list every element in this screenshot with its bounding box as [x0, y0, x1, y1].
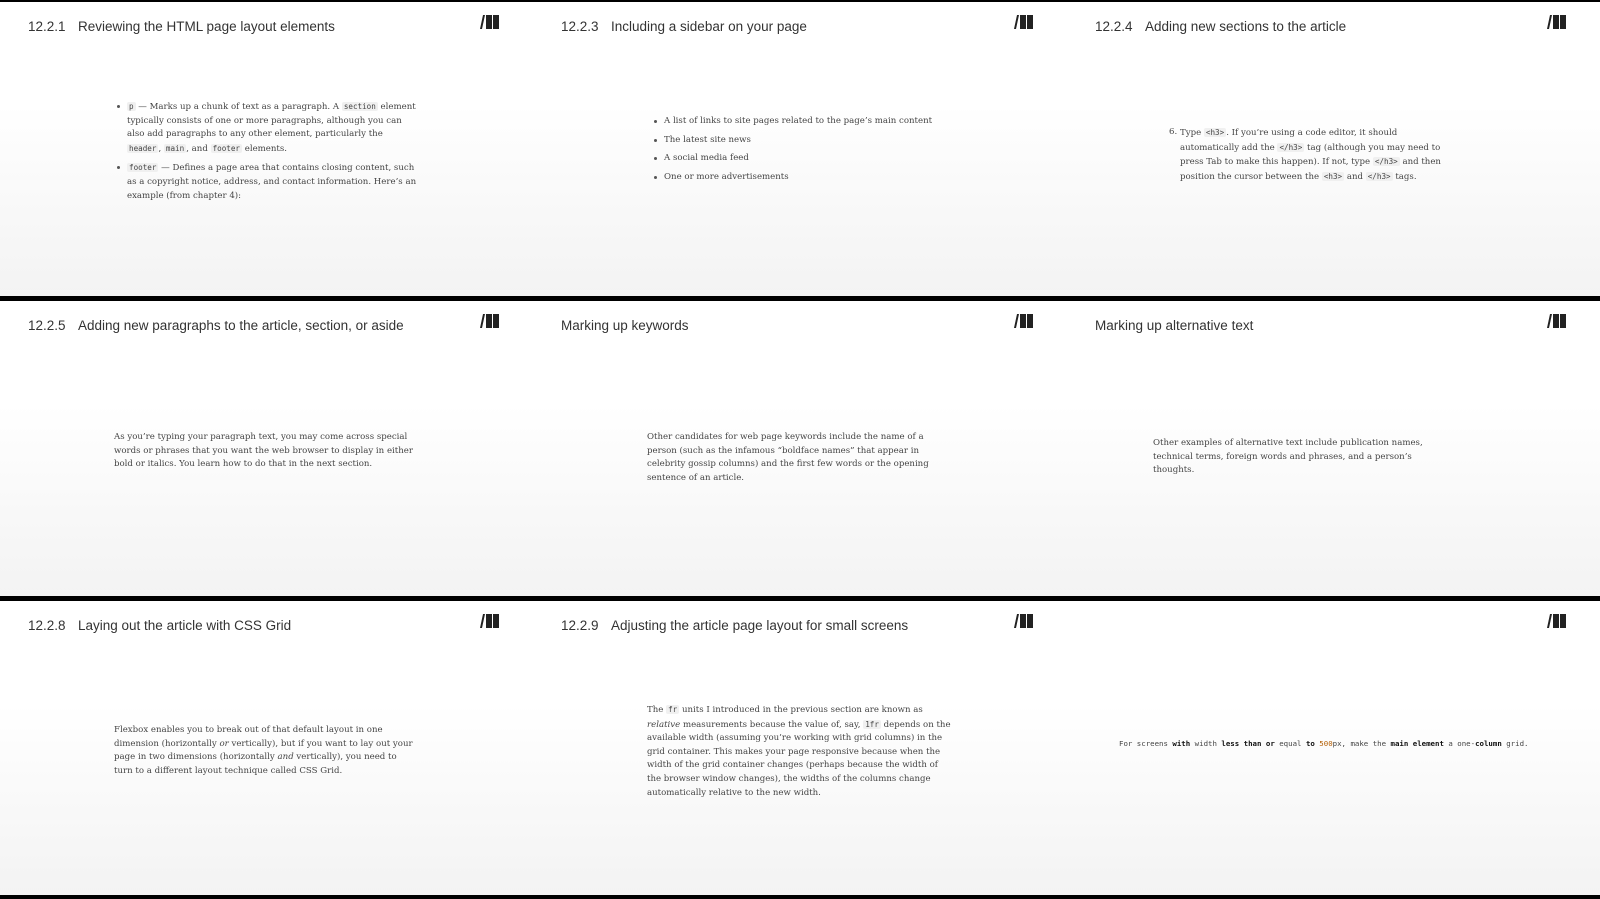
- inline-code: section: [343, 102, 376, 111]
- card-header: [561, 315, 1039, 335]
- section-number: 12.2.3: [561, 18, 599, 34]
- card-title: Marking up keywords: [561, 317, 689, 333]
- inline-code: </h3>: [1374, 157, 1398, 167]
- paragraph: The fr units I introduced in the previous section are known as relative measurements because the value of, say, 1fr depends on the available width (assuming you’re working with grid columns) in the grid container. This makes your page responsive because when the width of the grid container changes (perhaps because the width of the browser window changes), the widths of the columns change automatically relative to the new width.: [647, 705, 951, 798]
- list-item: One or more advertisements: [654, 171, 954, 185]
- book-icon[interactable]: [1012, 613, 1034, 629]
- inline-code: 1fr: [865, 719, 879, 729]
- inline-code: footer: [212, 143, 240, 153]
- card-header: [561, 615, 1039, 635]
- list-item: p — Marks up a chunk of text as a paragraph. A section element typically consists of one or more paragraphs, although you can also add paragraphs to any other element, particularly the header , main , and footer elements.: [117, 100, 417, 156]
- section-number: 12.2.8: [28, 617, 66, 633]
- card-content: [654, 115, 954, 189]
- card-pseudocode[interactable]: [1067, 601, 1600, 895]
- paragraph: As you’re typing your paragraph text, you may come across special words or phrases that you want the web browser to display in either bold or italics. You learn how to do that in the next section.: [114, 432, 413, 470]
- card-content: [114, 724, 414, 778]
- card-title: Reviewing the HTML page layout elements: [78, 18, 335, 34]
- card-marking-up-keywords[interactable]: [533, 301, 1067, 596]
- book-icon[interactable]: [478, 613, 500, 629]
- book-icon[interactable]: [1545, 313, 1567, 329]
- card-reviewing-layout-elements[interactable]: [0, 2, 533, 296]
- inline-code: </h3>: [1279, 142, 1303, 152]
- book-icon[interactable]: [478, 313, 500, 329]
- list-item: A list of links to site pages related to the page’s main content: [654, 115, 954, 129]
- section-number: 12.2.9: [561, 617, 599, 633]
- list-item: 6. Type <h3> . If you’re using a code editor, it should automatically add the </h3> tag (although you may need to press Tab to make this happen). If not, type </h3> and then position the cursor between the <h3> and </h3> tags.: [1169, 127, 1441, 182]
- card-title: Laying out the article with CSS Grid: [78, 617, 292, 633]
- section-number: 12.2.5: [28, 317, 66, 333]
- card-title: Including a sidebar on your page: [611, 18, 807, 34]
- inline-code: <h3>: [1205, 128, 1225, 137]
- book-icon[interactable]: [478, 14, 500, 30]
- card-header: [561, 16, 1039, 36]
- card-title: Adding new sections to the article: [1145, 18, 1347, 34]
- book-icon[interactable]: [1545, 613, 1567, 629]
- card-content: [1153, 437, 1453, 478]
- card-title: Marking up alternative text: [1095, 317, 1254, 333]
- card-content: [647, 431, 947, 485]
- section-number: 12.2.4: [1095, 18, 1133, 34]
- inline-code: <h3>: [1323, 171, 1343, 181]
- list-item: The latest site news: [654, 134, 954, 148]
- card-marking-up-alt-text[interactable]: [1067, 301, 1600, 596]
- card-content: [117, 100, 417, 208]
- card-including-sidebar[interactable]: [533, 2, 1067, 296]
- card-title: Adjusting the article page layout for small screens: [611, 617, 909, 633]
- paragraph: Other candidates for web page keywords include the name of a person (such as the infamous “boldface names” that appear in celebrity gossip columns) and the first few words or the opening sentence of an article.: [647, 432, 929, 483]
- card-header: [1095, 315, 1572, 335]
- card-adding-sections[interactable]: [1067, 2, 1600, 296]
- section-number: 12.2.1: [28, 18, 66, 34]
- card-header: [28, 16, 505, 36]
- paragraph: Flexbox enables you to break out of that default layout in one dimension (horizontally or vertically), but if you want to lay out your page in two dimensions (horizontally and vertically), you need to turn to a different layout technique called CSS Grid.: [114, 725, 413, 776]
- book-icon[interactable]: [1545, 14, 1567, 30]
- card-small-screens-layout[interactable]: [533, 601, 1067, 895]
- inline-code: header: [129, 143, 157, 153]
- book-icon[interactable]: [1012, 313, 1034, 329]
- card-header: [28, 315, 505, 335]
- card-header: [28, 615, 505, 635]
- inline-code: fr: [668, 705, 678, 714]
- book-icon[interactable]: [1012, 14, 1034, 30]
- card-content: [647, 703, 952, 800]
- card-title: Adding new paragraphs to the article, section, or aside: [78, 317, 404, 333]
- list-item: A social media feed: [654, 152, 954, 166]
- inline-code: </h3>: [1367, 171, 1391, 181]
- card-css-grid-layout[interactable]: [0, 601, 533, 895]
- card-content: [1169, 126, 1444, 184]
- paragraph: Other examples of alternative text include publication names, technical terms, foreign words and phrases, and a person’s thoughts.: [1153, 438, 1423, 476]
- pseudocode-line: For screens with width less than or equal to 500px, make the main element a one-column grid.: [1119, 739, 1529, 748]
- list-item: footer — Defines a page area that contains closing content, such as a copyright notice, address, and contact information. Here’s an example (from chapter 4):: [117, 161, 417, 203]
- card-header: [1095, 16, 1572, 36]
- card-adding-paragraphs[interactable]: [0, 301, 533, 596]
- inline-code: p: [129, 102, 134, 111]
- inline-code: main: [165, 143, 185, 153]
- card-content: [114, 431, 419, 472]
- slide-grid: [0, 2, 1600, 899]
- inline-code: footer: [129, 163, 157, 173]
